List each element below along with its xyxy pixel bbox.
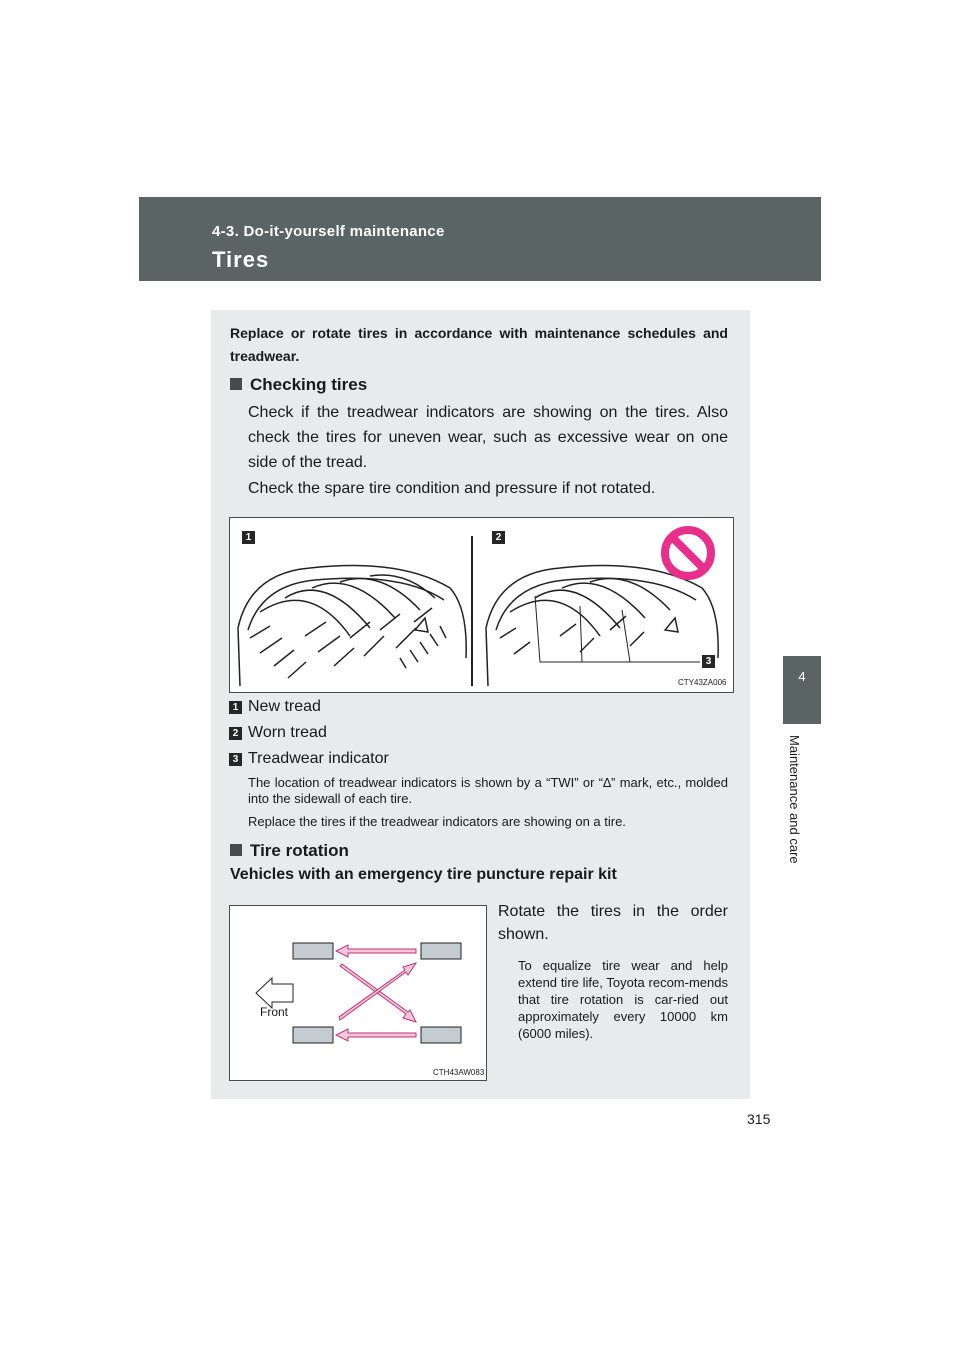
checking-paragraph: Check if the treadwear indicators are showing on the tires. Also check the tires for uneven wear, such as excessive wear on one side of the tread. — [248, 404, 728, 471]
intro-text: Replace or rotate tires in accordance with maintenance schedules and treadwear. — [230, 325, 728, 364]
tire-front-right — [293, 1027, 333, 1043]
front-arrow-icon — [256, 978, 293, 1008]
rotation-arrows — [336, 945, 416, 1041]
tire-rear-right — [421, 1027, 461, 1043]
rotation-figure — [229, 905, 487, 1081]
square-bullet-icon — [230, 378, 242, 390]
legend-marker-3: 3 — [229, 753, 242, 766]
page-title: Tires — [212, 247, 270, 272]
figure-code: CTH43AW083 — [433, 1068, 485, 1077]
checking-heading: Checking tires — [230, 375, 367, 395]
page-header — [139, 197, 821, 281]
marker-2: 2 — [492, 531, 505, 544]
worn-tread-tire — [486, 566, 718, 687]
chapter-label: Maintenance and care — [787, 735, 802, 864]
section-title: 4-3. Do-it-yourself maintenance — [212, 223, 445, 240]
spare-tire-paragraph: Check the spare tire condition and pressure if not rotated. — [248, 480, 656, 497]
tread-illustration — [230, 518, 733, 692]
treadwear-note: The location of treadwear indicators is shown by a “TWI” or “∆” mark, etc., molded into the sidewall of each tire. — [248, 775, 728, 806]
rotation-note: To equalize tire wear and help extend tire life, Toyota recom-mends that tire rotation is car-ried out approximately every 10000 km (6000 miles). — [518, 958, 728, 1041]
replace-note: Replace the tires if the treadwear indicators are showing on a tire. — [248, 814, 626, 829]
tread-figure — [229, 517, 734, 693]
marker-1: 1 — [242, 531, 255, 544]
prohibited-icon — [665, 530, 711, 576]
front-label: Front — [260, 1005, 289, 1019]
rotation-text: Rotate the tires in the order shown. — [498, 903, 728, 943]
marker-3: 3 — [702, 655, 715, 668]
tire-front-left — [293, 943, 333, 959]
legend-item: 2 Worn tread — [248, 724, 327, 742]
chapter-tab[interactable]: 4 — [783, 656, 821, 724]
legend-item: 3 Treadwear indicator — [248, 750, 389, 768]
tire-rear-left — [421, 943, 461, 959]
rotation-diagram — [230, 906, 486, 1080]
rotation-heading: Tire rotation — [230, 841, 349, 861]
legend-item: 1 New tread — [248, 698, 321, 716]
page-number: 315 — [747, 1111, 771, 1127]
rotation-subheading: Vehicles with an emergency tire puncture repair kit — [230, 866, 617, 883]
legend-marker-2: 2 — [229, 727, 242, 740]
figure-code: CTY43ZA006 — [678, 678, 727, 687]
legend-marker-1: 1 — [229, 701, 242, 714]
new-tread-tire — [238, 566, 466, 687]
square-bullet-icon — [230, 844, 242, 856]
